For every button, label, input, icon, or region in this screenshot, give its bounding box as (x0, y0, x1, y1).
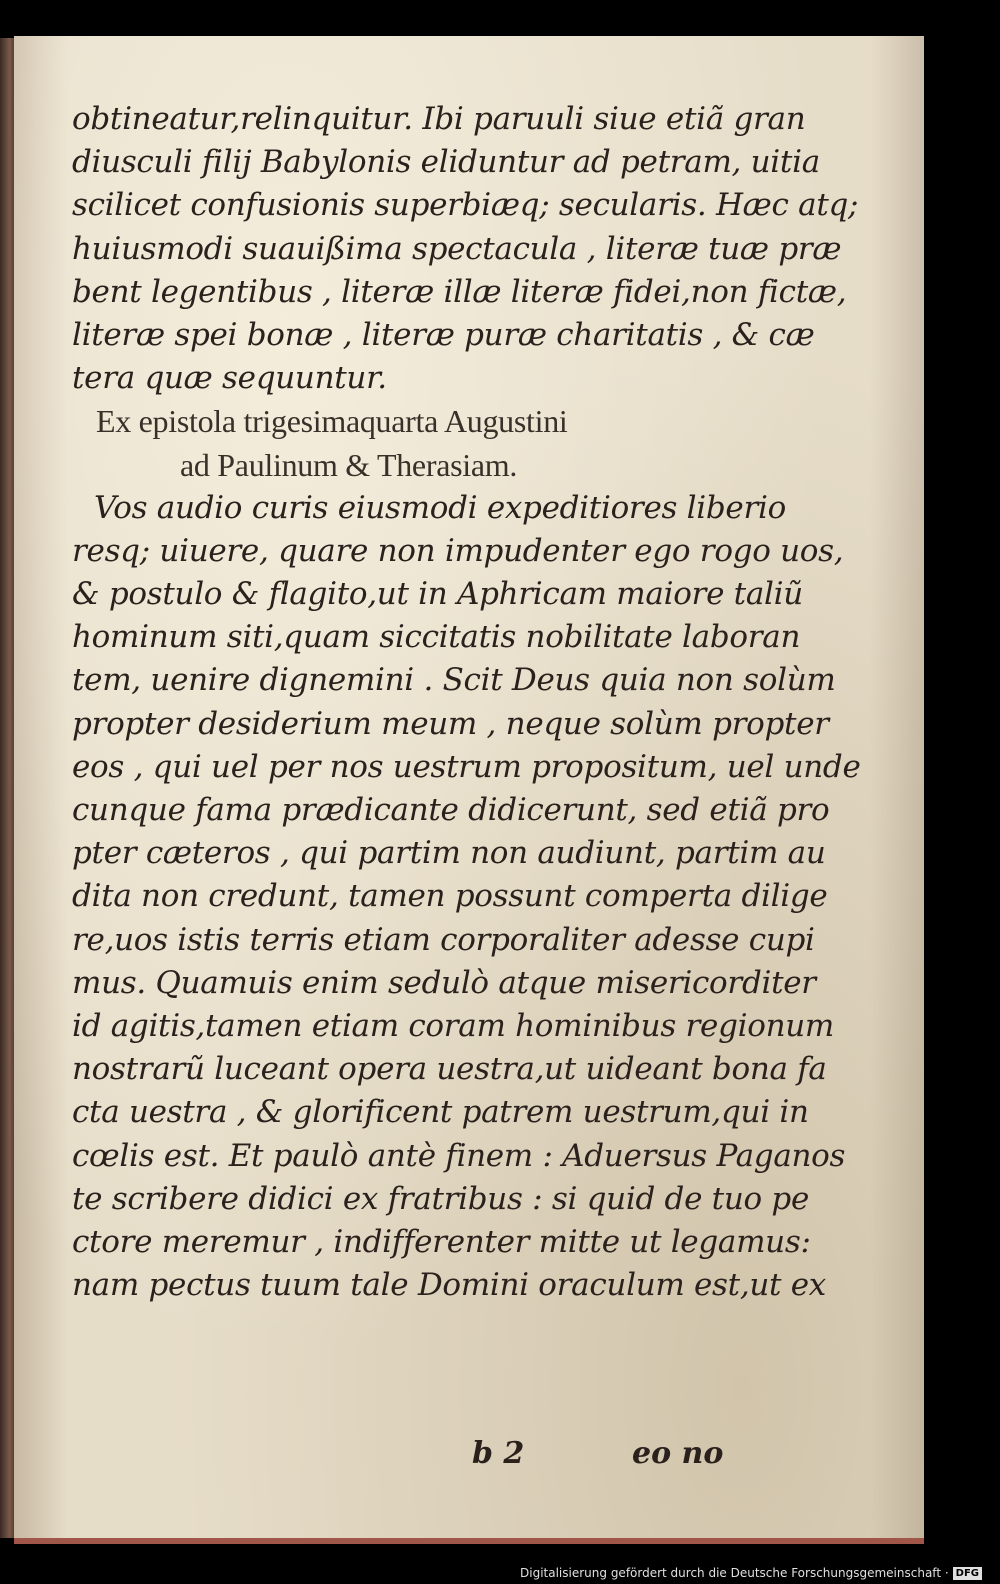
text-line: Vos audio curis eiusmodi expeditiores liberio (94, 489, 786, 526)
text-line: cunque fama prædicante didicerunt, sed etiã pro (72, 792, 830, 828)
text-line: eos , qui uel per nos uestrum propositum, uel unde (72, 748, 861, 785)
text-line: hominum siti,quam siccitatis nobilitate laboran (72, 619, 801, 656)
signature-mark: b 2 (472, 1436, 525, 1471)
text-line: tera quæ sequuntur. (72, 360, 387, 397)
text-line: literæ spei bonæ , literæ puræ charitatis , & cæ (72, 316, 815, 353)
book-page (14, 36, 924, 1544)
text-line: re,uos istis terris etiam corporaliter adesse cupi (72, 921, 815, 958)
text-line: nostrarũ luceant opera uestra,ut uideant bona fa (72, 1051, 827, 1088)
dfg-logo-icon: DFG (953, 1567, 982, 1580)
digitization-credit (520, 1566, 982, 1580)
catchword: eo no (632, 1436, 724, 1471)
text-line: te scribere didici ex fratribus : si quid de tuo pe (72, 1180, 810, 1217)
text-line: mus. Quamuis enim sedulò atque misericorditer (72, 964, 816, 1001)
text-line: ctore meremur , indifferenter mitte ut legamus: (72, 1223, 811, 1260)
text-line: scilicet confusionis superbiæq; secularis. Hæc atq; (72, 187, 859, 224)
text-line: & postulo & flagito,ut in Aphricam maiore taliũ (72, 576, 803, 613)
page-text (72, 98, 861, 1471)
text-line: obtineatur,relinquitur. Ibi paruuli siue etiã gran (72, 101, 806, 137)
text-line: pter cæteros , qui partim non audiunt, partim au (72, 835, 826, 872)
text-line: nam pectus tuum tale Domini oraculum est,ut ex (72, 1267, 826, 1304)
text-line: bent legentibus , literæ illæ literæ fidei,non fictæ, (72, 273, 847, 310)
text-line: resq; uiuere, quare non impudenter ego rogo uos, (72, 532, 844, 569)
credit-text: Digitalisierung gefördert durch die Deutsche Forschungsgemeinschaft · (520, 1566, 949, 1580)
section-heading: ad Paulinum & Therasiam. (180, 446, 518, 483)
text-line: dita non credunt, tamen possunt comperta dilige (72, 878, 828, 915)
text-line: huiusmodi suauißima spectacula , literæ tuæ præ (72, 230, 842, 267)
text-line: cœlis est. Et paulò antè finem : Aduersus Paganos (72, 1137, 846, 1174)
section-heading: Ex epistola trigesimaquarta Augustini (96, 403, 568, 440)
text-line: tem, uenire dignemini . Scit Deus quia non solùm (72, 662, 836, 699)
text-line: id agitis,tamen etiam coram hominibus regionum (72, 1007, 835, 1044)
text-line: cta uestra , & glorificent patrem uestrum,qui in (72, 1094, 809, 1131)
text-line: diusculi filij Babylonis eliduntur ad petram, uitia (72, 144, 820, 181)
text-line: propter desiderium meum , neque solùm propter (72, 705, 829, 742)
page-footer (72, 1436, 742, 1480)
